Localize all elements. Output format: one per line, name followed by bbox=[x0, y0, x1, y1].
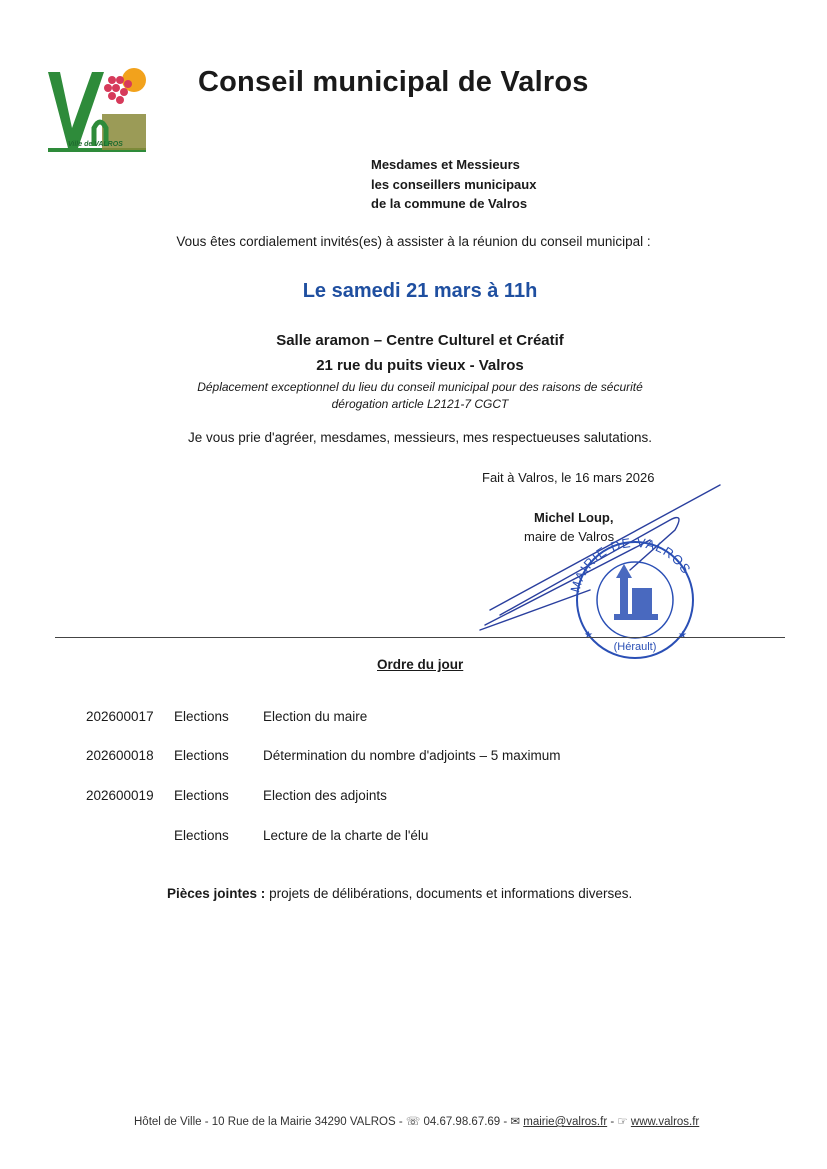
agenda-category: Elections bbox=[174, 709, 229, 724]
footer-email-link[interactable]: mairie@valros.fr bbox=[523, 1116, 608, 1128]
agenda-description: Election des adjoints bbox=[263, 788, 387, 803]
svg-text:MAIRIE DE VALROS bbox=[567, 538, 694, 594]
agenda-row bbox=[0, 828, 827, 848]
meeting-date: Le samedi 21 mars à 11h bbox=[302, 280, 538, 302]
invitation-text: Vous êtes cordialement invités(es) à assister à la réunion du conseil municipal : bbox=[176, 234, 651, 249]
stamp-text: MAIRIE DE VALROS bbox=[567, 538, 695, 595]
recipient-line-3: de la commune de Valros bbox=[371, 196, 528, 211]
mairie-stamp bbox=[560, 538, 710, 660]
agenda-row bbox=[0, 788, 827, 808]
signer-name: Michel Loup, bbox=[534, 510, 614, 525]
venue-line-2: 21 rue du puits vieux - Valros bbox=[316, 357, 524, 374]
agenda-number: 202600017 bbox=[86, 709, 154, 724]
agenda-number: 202600019 bbox=[86, 788, 154, 803]
notice-line-2: dérogation article L2121-7 CGCT bbox=[331, 397, 509, 411]
attachments bbox=[167, 886, 632, 901]
agenda-category: Elections bbox=[174, 788, 229, 803]
footer-website-link[interactable]: www.valros.fr bbox=[630, 1116, 700, 1128]
agenda-description: Lecture de la charte de l'élu bbox=[263, 828, 429, 843]
svg-text:★: ★ bbox=[584, 630, 593, 641]
horizontal-divider bbox=[55, 637, 785, 638]
svg-text:★: ★ bbox=[678, 630, 687, 641]
stamp-region: (Hérault) bbox=[613, 641, 657, 653]
document-title: Conseil municipal de Valros bbox=[198, 66, 589, 98]
signer-title: maire de Valros bbox=[524, 529, 615, 544]
recipient-line-2: les conseillers municipaux bbox=[371, 177, 537, 192]
agenda-description: Détermination du nombre d'adjoints – 5 maximum bbox=[263, 748, 561, 763]
agenda-description: Election du maire bbox=[263, 709, 368, 724]
recipient-line-1: Mesdames et Messieurs bbox=[371, 157, 520, 172]
agenda-row bbox=[0, 709, 827, 729]
notice-line-1: Déplacement exceptionnel du lieu du conseil municipal pour des raisons de sécurité bbox=[197, 380, 643, 394]
logo-caption: Ville de VALROS bbox=[68, 141, 123, 148]
footer bbox=[134, 1114, 699, 1128]
place-date: Fait à Valros, le 16 mars 2026 bbox=[482, 470, 655, 485]
agenda-row bbox=[0, 748, 827, 768]
agenda-title: Ordre du jour bbox=[377, 657, 464, 672]
attachments-label: Pièces jointes : bbox=[167, 886, 266, 901]
agenda-category: Elections bbox=[174, 828, 229, 843]
footer-separator: - ☞ bbox=[607, 1116, 631, 1128]
agenda-number: 202600018 bbox=[86, 748, 154, 763]
footer-address: Hôtel de Ville - 10 Rue de la Mairie 34290 VALROS - ☏ 04.67.98.67.69 - ✉ bbox=[134, 1116, 521, 1128]
attachments-text: projets de délibérations, documents et informations diverses. bbox=[269, 886, 633, 901]
agenda-category: Elections bbox=[174, 748, 229, 763]
venue-line-1: Salle aramon – Centre Culturel et Créatif bbox=[276, 332, 564, 349]
closing-text: Je vous prie d'agréer, mesdames, messieurs, mes respectueuses salutations. bbox=[187, 430, 653, 445]
